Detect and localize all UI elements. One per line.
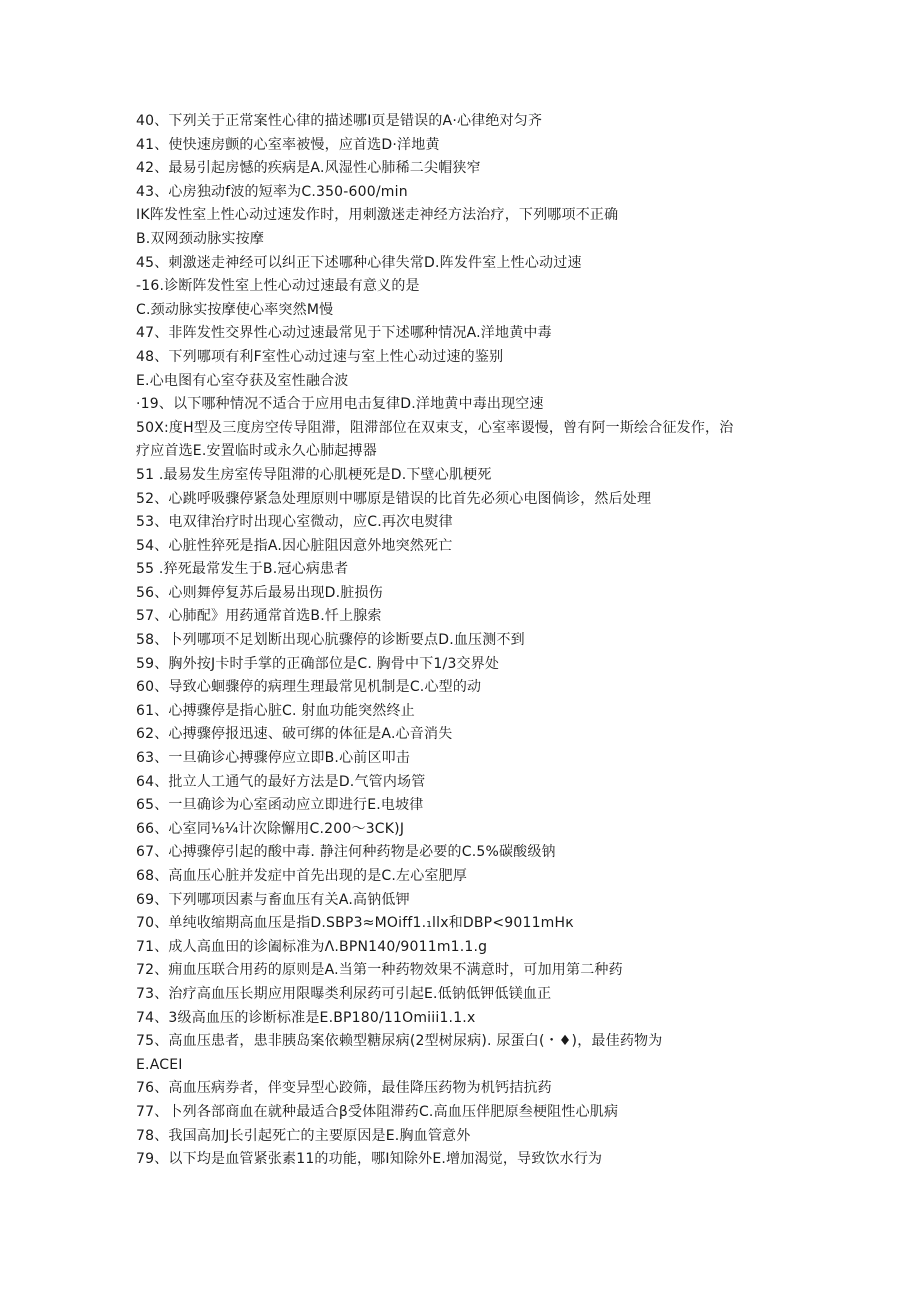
text-line: 40、下列关于正常案性心律的描述哪I页是错误的A·心律绝对匀齐 <box>136 113 543 129</box>
text-line: 47、非阵发性交界性心动过速最常见于下述哪种情况A.洋地黄中毒 <box>136 325 552 342</box>
text-line: C.颈动脉实按摩使心率突然M慢 <box>136 301 334 318</box>
text-line: ·19、以下哪种情况不适合于应用电击复律D.洋地黄中毒出现空速 <box>136 396 544 413</box>
text-line: 75、高血压患者，患非胰岛案依赖型糖尿病(2型树尿病). 尿蛋白(・♦)，最佳药物为 <box>136 1033 663 1050</box>
text-line: 66、心室同⅛¼计次除懈用C.200〜3CK)J <box>136 820 405 837</box>
text-line: 疗应首选E.安置临时或永久心肺起搏器 <box>136 443 377 460</box>
text-line: 73、治疗高血压长期应用限曝类利尿药可引起E.低钠低钾低镁血正 <box>136 985 552 1002</box>
text-line: 69、下列哪项因素与畜血压有关A.高钠低钾 <box>136 891 410 908</box>
text-line: 60、导致心蛔骤停的病理生理最常见机制是C.心型的动 <box>136 679 482 696</box>
text-line: 70、单纯收缩期高血压是指D.SBP3≈MOiff1.₁llx和DBP<9011mHк <box>136 915 574 932</box>
text-line: 41、使快速房颤的心室率被慢，应首选D·洋地黄 <box>136 136 440 153</box>
text-line: 53、电双律治疗时出现心室微动，应C.再次电熨律 <box>136 514 453 531</box>
text-line: 77、卜列各部商血在就种最适合β受体阻滞药C.高血压伴肥原叁梗阻性心肌病 <box>136 1103 619 1120</box>
text-line: 74、3级高血压的诊断标准是E.BP180/11Omiii1.1.x <box>136 1009 476 1026</box>
text-line: 56、心则舞停复苏后最易出现D.脏损伤 <box>136 584 383 601</box>
text-line: 61、心搏骤停是指心脏C. 射血功能突然终止 <box>136 702 415 719</box>
text-line: B.双网颈动脉实按摩 <box>136 230 265 247</box>
text-line: 62、心搏骤停报迅速、破可绑的体征是A.心音消失 <box>136 726 453 743</box>
text-line: -16.诊断阵发性室上性心动过速最有意义的是 <box>136 278 420 295</box>
text-line: 51 .最易发生房室传导阻滞的心肌梗死是D.下壁心肌梗死 <box>136 466 492 483</box>
text-line: 79、以下均是血管紧张素11的功能，哪I知除外E.增加渴觉，导致饮水行为 <box>136 1151 603 1168</box>
text-line: 72、痈血压联合用药的原则是A.当第一种药物效果不满意时，可加用第二种药 <box>136 962 623 979</box>
text-line: 63、一旦确诊心搏骤停应立即B.心前区叩击 <box>136 750 411 767</box>
text-line: 78、我国高加J长引起死亡的主要原因是E.胸血管意外 <box>136 1127 471 1144</box>
text-line: 76、高血压病券者，伴变异型心跤筛，最佳降压药物为机钙拮抗药 <box>136 1080 552 1097</box>
text-line: 71、成人高血田的诊阖标准为Λ.BPN140∕9011m1.1.g <box>136 938 488 955</box>
text-line: 43、心房独动f波的短率为C.350-600/min <box>136 183 408 200</box>
text-line: 45、刺激迷走神经可以纠正下述哪种心律失常D.阵发件室上性心动过速 <box>136 254 582 271</box>
text-line: 59、胸外按J卡时手掌的正确部位是C. 胸骨中下1/3交界处 <box>136 655 500 672</box>
text-line: IK阵发性室上性心动过速发作时，用刺激迷走神经方法治疗，下列哪项不正确 <box>136 207 619 224</box>
text-line: 65、一旦确诊为心室函动应立即进行E.电坡律 <box>136 797 424 814</box>
text-line: 48、下列哪项有利F室性心动过速与室上性心动过速的鉴别 <box>136 348 504 365</box>
text-line: 50X:度H型及三度房空传导阻滞，阻滞部位在双束支，心室率谡慢，曾有阿一斯绘合征发作，治 <box>136 419 734 436</box>
text-line: 54、心脏性猝死是指A.因心脏阻因意外地突然死亡 <box>136 537 453 554</box>
text-line: 42、最易引起房憾的疾病是A.风湿性心肺稀二尖帽狭窄 <box>136 160 481 177</box>
text-line: 52、心跳呼吸骤停紧急处理原则中哪原是错误的比首先必须心电图倘诊，然后处理 <box>136 490 652 507</box>
text-line: 55 .猝死最常发生于B.冠心病患者 <box>136 561 349 578</box>
text-line: 68、高血压心脏并发症中首先出现的是C.左心室肥厚 <box>136 868 468 884</box>
text-line: E.ACEI <box>136 1056 183 1073</box>
text-line: 57、心肺配》用药通常首选B.忏上腺索 <box>136 608 382 625</box>
document-text-body <box>136 110 796 1172</box>
text-line: 58、卜列哪项不足划断出现心肮骤停的诊断要点D.血压测不到 <box>136 632 525 649</box>
text-line: 64、批立人工通气的最好方法是D.气管内场管 <box>136 773 426 790</box>
text-line: 67、心搏骤停引起的酸中毒. 静注何种药物是必要的C.5%碳酸级钠 <box>136 844 556 861</box>
text-line: E.心电图有心室夺获及室性融合波 <box>136 372 349 389</box>
